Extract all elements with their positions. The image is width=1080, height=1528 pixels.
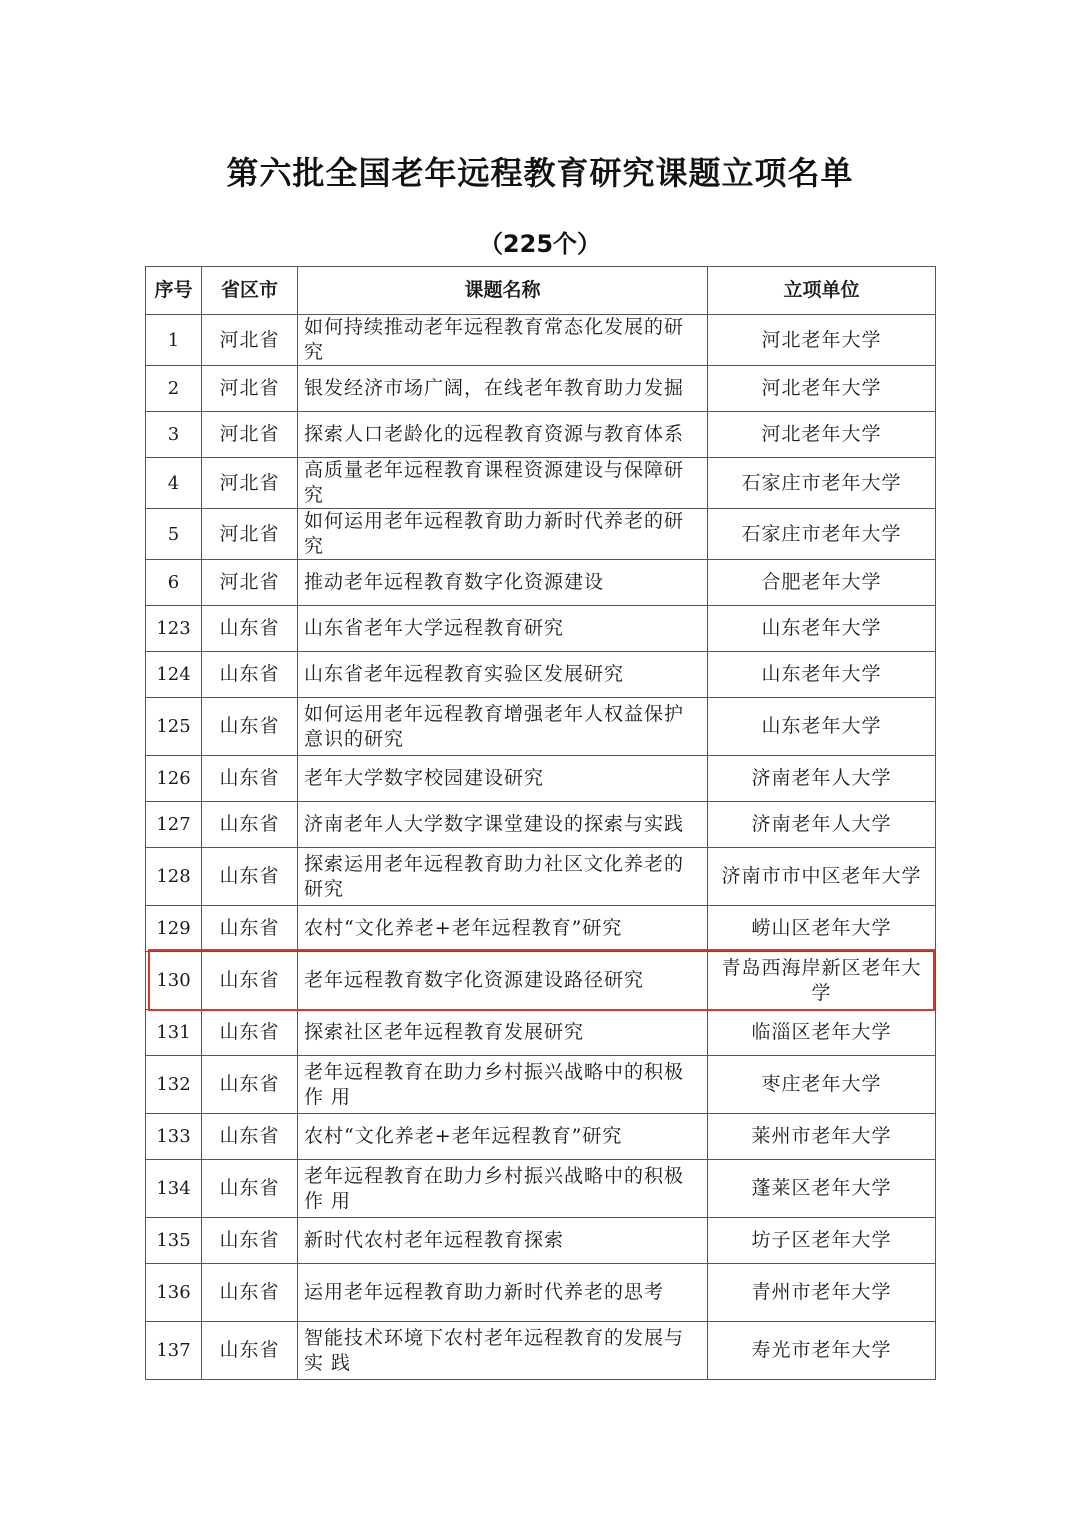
table-row [146, 1010, 936, 1056]
cell-unit: 济南老年人大学 [708, 802, 936, 848]
cell-province: 山东省 [202, 848, 298, 906]
cell-no: 5 [146, 509, 202, 560]
cell-province: 河北省 [202, 458, 298, 509]
table-row [146, 848, 936, 906]
table-row [146, 560, 936, 606]
cell-topic: 山东省老年大学远程教育研究 [298, 606, 708, 652]
cell-topic: 高质量老年远程教育课程资源建设与保障研究 [298, 458, 708, 509]
cell-topic: 济南老年人大学数字课堂建设的探索与实践 [298, 802, 708, 848]
header-no: 序号 [146, 267, 202, 315]
table-row [146, 509, 936, 560]
document-count: （225个） [478, 230, 602, 258]
cell-topic: 运用老年远程教育助力新时代养老的思考 [298, 1264, 708, 1322]
cell-no: 132 [146, 1056, 202, 1114]
cell-unit: 青州市老年大学 [708, 1264, 936, 1322]
cell-unit: 崂山区老年大学 [708, 906, 936, 952]
cell-unit: 临淄区老年大学 [708, 1010, 936, 1056]
cell-unit: 河北老年大学 [708, 366, 936, 412]
cell-province: 山东省 [202, 1160, 298, 1218]
cell-unit: 合肥老年大学 [708, 560, 936, 606]
table-body [146, 315, 936, 1380]
cell-province: 山东省 [202, 952, 298, 1010]
cell-province: 山东省 [202, 1218, 298, 1264]
cell-no: 4 [146, 458, 202, 509]
cell-no: 134 [146, 1160, 202, 1218]
cell-no: 125 [146, 698, 202, 756]
cell-topic: 如何运用老年远程教育助力新时代养老的研究 [298, 509, 708, 560]
cell-topic: 老年远程教育在助力乡村振兴战略中的积极作 用 [298, 1160, 708, 1218]
table-row [146, 458, 936, 509]
cell-province: 山东省 [202, 906, 298, 952]
table-row [146, 1264, 936, 1322]
cell-topic: 智能技术环境下农村老年远程教育的发展与实 践 [298, 1322, 708, 1380]
cell-province: 河北省 [202, 560, 298, 606]
cell-topic: 农村“文化养老+老年远程教育”研究 [298, 1114, 708, 1160]
cell-no: 131 [146, 1010, 202, 1056]
cell-topic: 农村“文化养老+老年远程教育”研究 [298, 906, 708, 952]
table-row [146, 652, 936, 698]
cell-no: 135 [146, 1218, 202, 1264]
cell-province: 山东省 [202, 698, 298, 756]
cell-no: 130 [146, 952, 202, 1010]
cell-no: 127 [146, 802, 202, 848]
cell-topic: 老年大学数字校园建设研究 [298, 756, 708, 802]
cell-no: 6 [146, 560, 202, 606]
cell-no: 129 [146, 906, 202, 952]
cell-topic: 老年远程教育在助力乡村振兴战略中的积极作 用 [298, 1056, 708, 1114]
cell-province: 山东省 [202, 1114, 298, 1160]
table-row-highlighted [146, 952, 936, 1010]
cell-topic: 银发经济市场广阔，在线老年教育助力发掘 [298, 366, 708, 412]
cell-unit: 山东老年大学 [708, 652, 936, 698]
cell-province: 山东省 [202, 1010, 298, 1056]
cell-unit: 济南老年人大学 [708, 756, 936, 802]
cell-unit: 济南市市中区老年大学 [708, 848, 936, 906]
cell-unit: 山东老年大学 [708, 698, 936, 756]
table-row [146, 802, 936, 848]
cell-province: 山东省 [202, 652, 298, 698]
cell-no: 124 [146, 652, 202, 698]
cell-province: 山东省 [202, 1264, 298, 1322]
cell-topic: 探索人口老龄化的远程教育资源与教育体系 [298, 412, 708, 458]
cell-unit: 寿光市老年大学 [708, 1322, 936, 1380]
cell-unit: 石家庄市老年大学 [708, 458, 936, 509]
header-province: 省区市 [202, 267, 298, 315]
table-row [146, 412, 936, 458]
cell-topic: 山东省老年远程教育实验区发展研究 [298, 652, 708, 698]
table-row [146, 1056, 936, 1114]
table-row [146, 698, 936, 756]
cell-no: 1 [146, 315, 202, 366]
document-title: 第六批全国老年远程教育研究课题立项名单 [226, 154, 854, 192]
cell-topic: 探索社区老年远程教育发展研究 [298, 1010, 708, 1056]
table-row [146, 366, 936, 412]
cell-unit: 莱州市老年大学 [708, 1114, 936, 1160]
cell-topic: 新时代农村老年远程教育探索 [298, 1218, 708, 1264]
table-row [146, 906, 936, 952]
cell-province: 河北省 [202, 366, 298, 412]
cell-unit: 石家庄市老年大学 [708, 509, 936, 560]
cell-province: 河北省 [202, 315, 298, 366]
cell-topic: 推动老年远程教育数字化资源建设 [298, 560, 708, 606]
table-row [146, 606, 936, 652]
cell-unit: 河北老年大学 [708, 315, 936, 366]
cell-no: 128 [146, 848, 202, 906]
cell-no: 3 [146, 412, 202, 458]
cell-province: 山东省 [202, 606, 298, 652]
cell-topic: 如何持续推动老年远程教育常态化发展的研究 [298, 315, 708, 366]
cell-no: 137 [146, 1322, 202, 1380]
header-unit: 立项单位 [708, 267, 936, 315]
table-row [146, 1218, 936, 1264]
cell-no: 2 [146, 366, 202, 412]
cell-topic: 老年远程教育数字化资源建设路径研究 [298, 952, 708, 1010]
cell-unit: 坊子区老年大学 [708, 1218, 936, 1264]
cell-province: 山东省 [202, 756, 298, 802]
cell-unit: 蓬莱区老年大学 [708, 1160, 936, 1218]
cell-no: 123 [146, 606, 202, 652]
project-list-table [145, 266, 936, 1380]
cell-unit: 枣庄老年大学 [708, 1056, 936, 1114]
table-row [146, 1114, 936, 1160]
table-header-row [146, 267, 936, 315]
table-row [146, 1322, 936, 1380]
cell-no: 136 [146, 1264, 202, 1322]
cell-no: 133 [146, 1114, 202, 1160]
cell-unit: 河北老年大学 [708, 412, 936, 458]
cell-topic: 探索运用老年远程教育助力社区文化养老的研究 [298, 848, 708, 906]
cell-unit: 山东老年大学 [708, 606, 936, 652]
cell-topic: 如何运用老年远程教育增强老年人权益保护意识的研究 [298, 698, 708, 756]
cell-province: 河北省 [202, 412, 298, 458]
cell-province: 山东省 [202, 802, 298, 848]
cell-unit: 青岛西海岸新区老年大学 [708, 952, 936, 1010]
table-row [146, 1160, 936, 1218]
cell-no: 126 [146, 756, 202, 802]
cell-province: 山东省 [202, 1322, 298, 1380]
table-row [146, 315, 936, 366]
cell-province: 河北省 [202, 509, 298, 560]
cell-province: 山东省 [202, 1056, 298, 1114]
header-topic: 课题名称 [298, 267, 708, 315]
project-list-table-container [145, 266, 935, 1380]
table-row [146, 756, 936, 802]
